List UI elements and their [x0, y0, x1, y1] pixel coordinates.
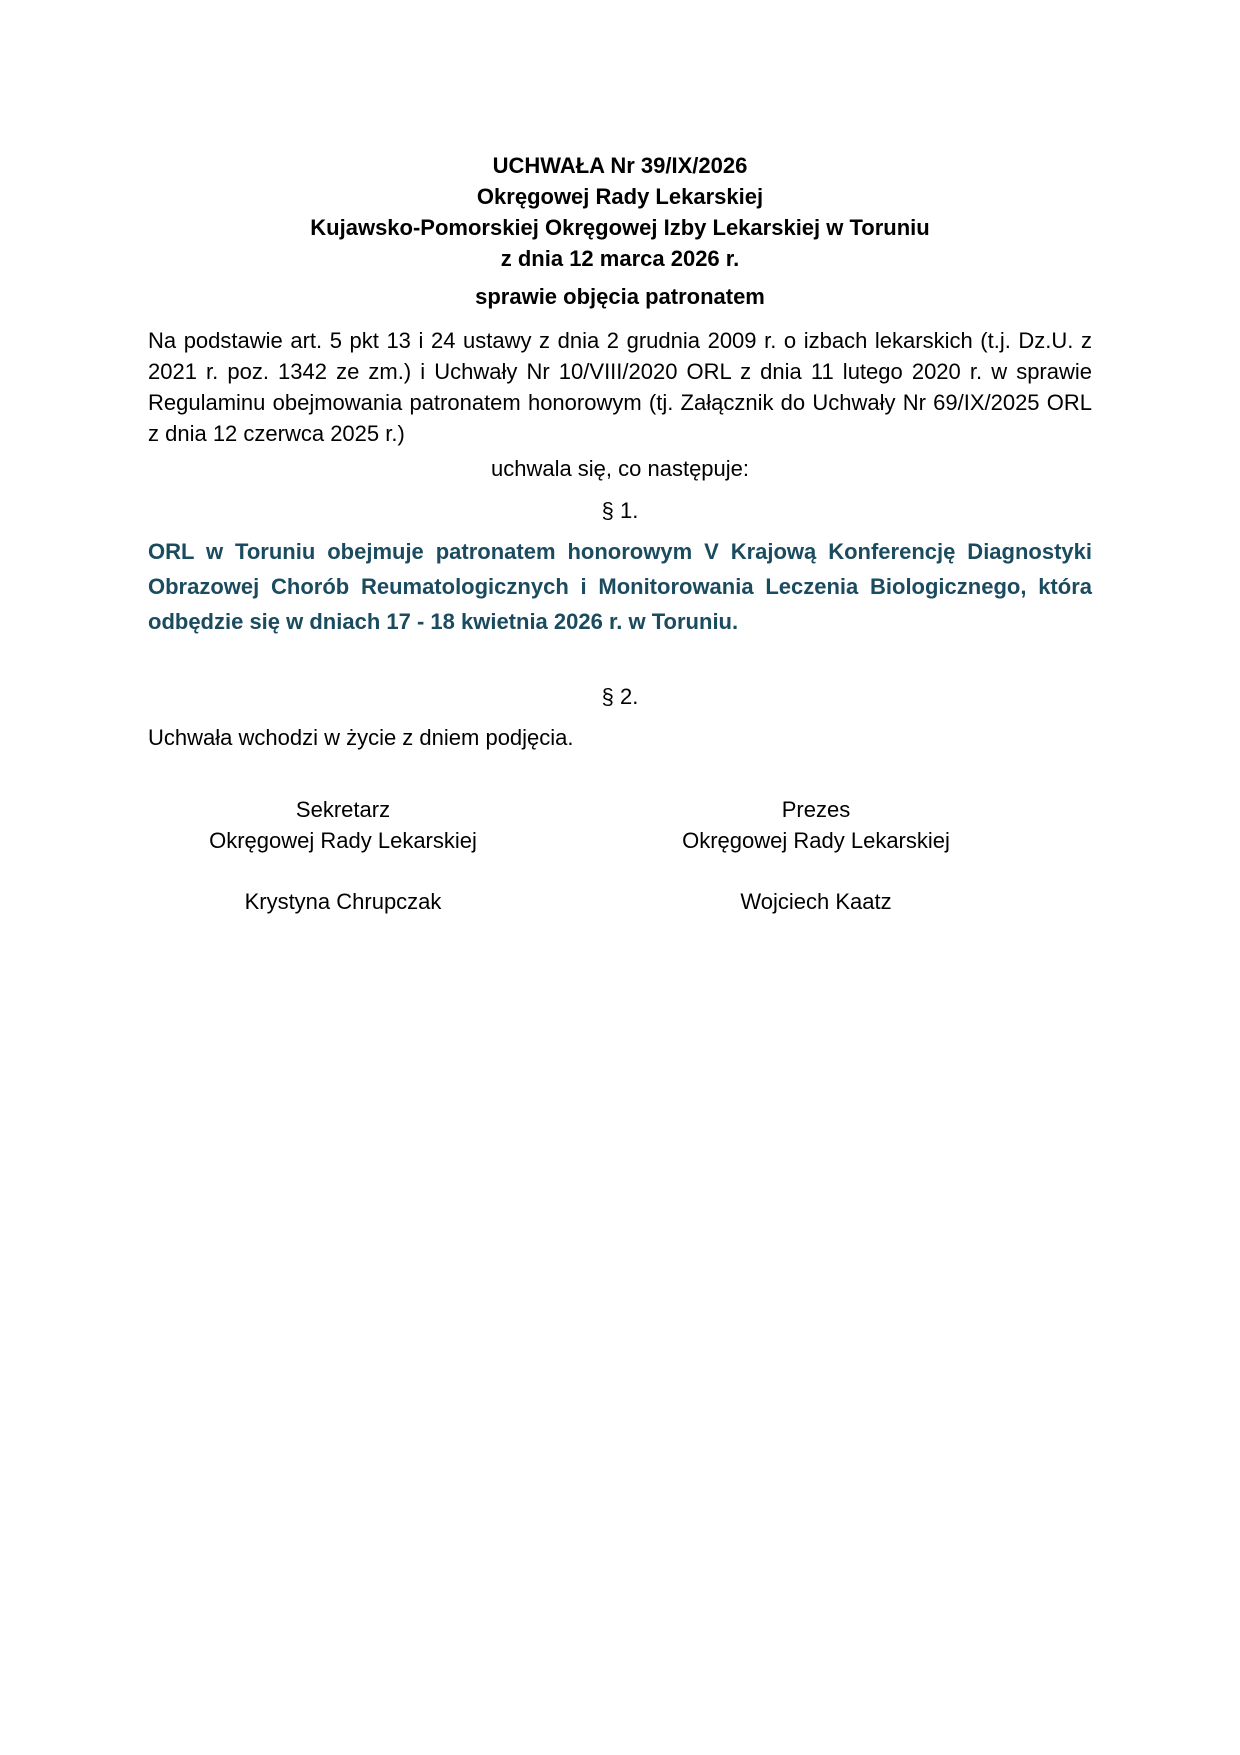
section-2-mark: § 2.: [601, 684, 639, 709]
section-2-text: Uchwała wchodzi w życie z dniem podjęcia.: [148, 725, 574, 750]
secretary-body: Okręgowej Rady Lekarskiej: [209, 828, 477, 853]
resolves-line: uchwala się, co następuje:: [490, 456, 750, 481]
secretary-role: Sekretarz: [295, 797, 391, 822]
chamber-name: Kujawsko-Pomorskiej Okręgowej Izby Lekarskiej w Toruniu: [310, 215, 930, 240]
president-role: Prezes: [781, 797, 851, 822]
secretary-name: Krystyna Chrupczak: [244, 889, 442, 914]
president-body: Okręgowej Rady Lekarskiej: [682, 828, 950, 853]
signatures: [148, 794, 1092, 924]
resolution-subject: sprawie objęcia patronatem: [475, 284, 765, 309]
council-name: Okręgowej Rady Lekarskiej: [476, 184, 764, 209]
resolution-number: UCHWAŁA Nr 39/IX/2026: [492, 153, 748, 178]
section-1-mark: § 1.: [601, 498, 639, 523]
resolution-header: [148, 150, 1092, 274]
president-signature: [626, 794, 1006, 917]
resolution-date: z dnia 12 marca 2026 r.: [500, 246, 740, 271]
legal-basis-paragraph: Na podstawie art. 5 pkt 13 i 24 ustawy z dnia 2 grudnia 2009 r. o izbach lekarskich (t.j. Dz.U. z 2021 r. poz. 1342 ze zm.) i Uchwały Nr 10/VIII/2020 ORL z dnia 11 lutego 2020 r. w sprawie Regulaminu obejmowania patronatem honorowym (tj. Załącznik do Uchwały Nr 69/IX/2025 ORL z dnia 12 czerwca 2025 r.): [148, 328, 1092, 446]
secretary-signature: [153, 794, 533, 917]
president-name: Wojciech Kaatz: [740, 889, 892, 914]
section-1-text: ORL w Toruniu obejmuje patronatem honorowym V Krajową Konferencję Diagnostyki Obrazowej Chorób Reumatologicznych i Monitorowania Leczenia Biologicznego, która odbędzie się w dniach 17 - 18 kwietnia 2026 r. w Toruniu.: [148, 539, 1092, 634]
